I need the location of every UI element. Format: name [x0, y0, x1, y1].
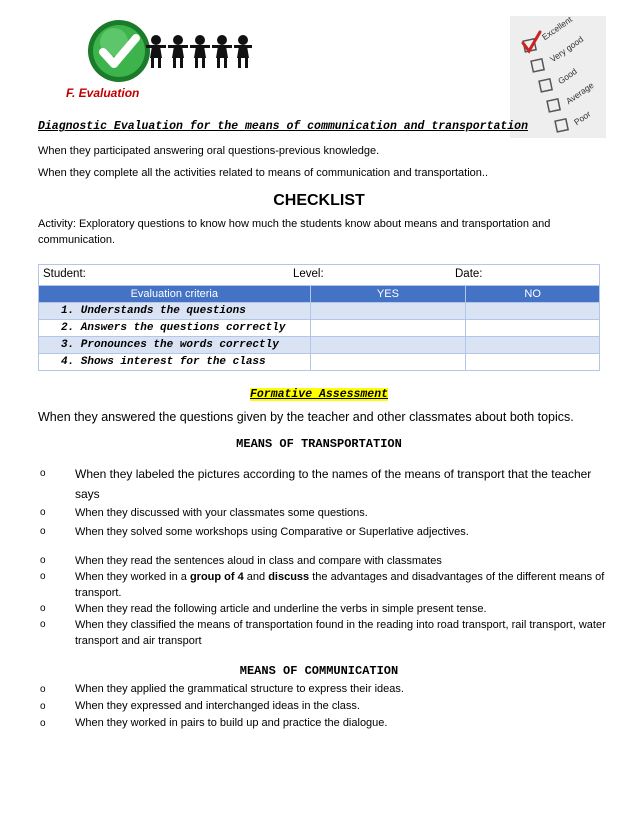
- list-item: o When they classified the means of transportation found in the reading into road transport, rail transport, water transport and air transport: [40, 619, 606, 647]
- communication-heading: MEANS OF COMMUNICATION: [239, 664, 399, 678]
- check-badge-icon: [86, 18, 152, 84]
- criterion-cell: 1. Understands the questions: [39, 303, 311, 320]
- student-info-row: [38, 264, 600, 285]
- rating-option-2: Very good: [548, 34, 586, 65]
- criterion-cell: 3. Pronounces the words correctly: [39, 337, 311, 354]
- yes-cell[interactable]: [310, 337, 466, 354]
- list-item: o When they worked in pairs to build up and practice the dialogue.: [40, 717, 388, 729]
- table-row: [39, 320, 600, 337]
- list-item: o When they read the sentences aloud in class and compare with classmates: [40, 555, 442, 567]
- list-item: o When they solved some workshops using Comparative or Superlative adjectives.: [40, 526, 469, 538]
- list-item: o When they labeled the pictures according to the names of the means of transport that the teacher says: [40, 467, 592, 501]
- paper-dolls-icon: [146, 34, 252, 70]
- no-cell[interactable]: [466, 303, 600, 320]
- no-cell[interactable]: [466, 337, 600, 354]
- table-row: [39, 337, 600, 354]
- criterion-cell: 4. Shows interest for the class: [39, 354, 311, 371]
- header-criteria: Evaluation criteria: [39, 286, 311, 303]
- formative-intro: When they answered the questions given by the teacher and other classmates about both topics.: [38, 410, 574, 424]
- list-item: o When they discussed with your classmates some questions.: [40, 507, 368, 519]
- rating-option-3: Good: [556, 66, 579, 87]
- list-item: o When they read the following article and underline the verbs in simple present tense.: [40, 603, 487, 615]
- section-label: F. Evaluation: [66, 86, 140, 100]
- transportation-heading: MEANS OF TRANSPORTATION: [236, 437, 402, 451]
- rating-option-1: Excellent: [540, 14, 574, 43]
- yes-cell[interactable]: [310, 354, 466, 371]
- formative-title-wrap: [0, 384, 638, 402]
- criteria-table: [38, 285, 600, 371]
- no-cell[interactable]: [466, 354, 600, 371]
- list-item: o When they applied the grammatical structure to express their ideas.: [40, 683, 404, 695]
- no-cell[interactable]: [466, 320, 600, 337]
- level-label: Level:: [293, 268, 324, 280]
- table-row: [39, 303, 600, 320]
- criterion-cell: 2. Answers the questions correctly: [39, 320, 311, 337]
- header-no: NO: [466, 286, 600, 303]
- yes-cell[interactable]: [310, 320, 466, 337]
- checklist-title: CHECKLIST: [273, 192, 365, 209]
- header-yes: YES: [310, 286, 466, 303]
- table-header-row: [39, 286, 600, 303]
- diagnostic-title: Diagnostic Evaluation for the means of communication and transportation: [38, 120, 528, 133]
- rating-option-4: Average: [564, 79, 596, 107]
- checklist-table: [38, 264, 600, 371]
- diagnostic-line-2: When they complete all the activities related to means of communication and transportation..: [38, 167, 489, 179]
- communication-list: [40, 681, 610, 732]
- transportation-list: [40, 464, 610, 649]
- diagnostic-line-1: When they participated answering oral questions-previous knowledge.: [38, 145, 380, 157]
- yes-cell[interactable]: [310, 303, 466, 320]
- checklist-activity: Activity: Exploratory questions to know how much the students know about means and transportation and communication.: [38, 218, 551, 246]
- formative-title: Formative Assessment: [249, 388, 389, 401]
- list-item: o When they worked in a group of 4 and discuss the advantages and disadvantages of the different means of transport.: [40, 571, 605, 599]
- table-row: [39, 354, 600, 371]
- date-label: Date:: [455, 268, 483, 280]
- student-label: Student:: [43, 268, 86, 280]
- rating-option-5: Poor: [572, 108, 593, 128]
- list-item: o When they expressed and interchanged ideas in the class.: [40, 700, 360, 712]
